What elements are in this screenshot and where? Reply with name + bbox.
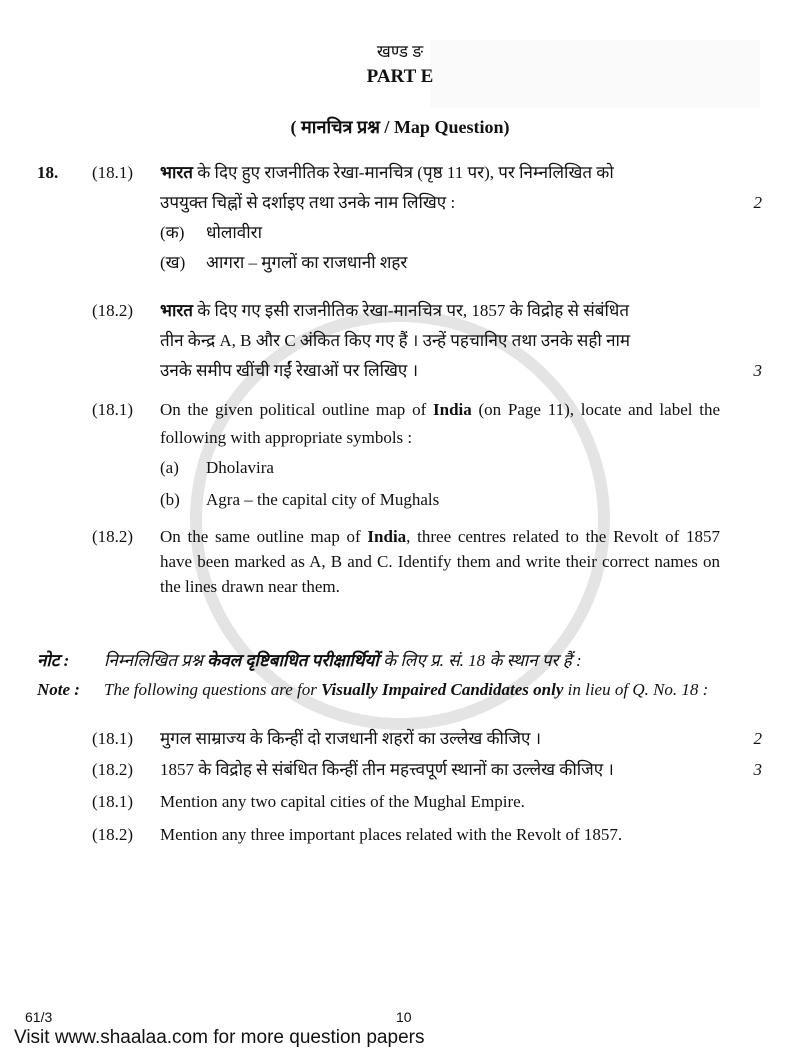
option-row — [0, 218, 800, 248]
page-number: 10 — [396, 1009, 412, 1025]
sub-label: (18.2) — [92, 825, 134, 844]
option-text: आगरा – मुगलों का राजधानी शहर — [206, 253, 408, 272]
question-row — [0, 524, 800, 599]
promo-link[interactable]: Visit www.shaalaa.com for more question papers — [14, 1027, 425, 1048]
question-text: मुगल साम्राज्य के किन्हीं दो राजधानी शहरों का उल्लेख कीजिए । — [160, 729, 542, 748]
text-line: उपयुक्त चिह्नों से दर्शाइए तथा उनके नाम लिखिए : — [160, 193, 456, 212]
question-text: Mention any two capital cities of the Mughal Empire. — [160, 792, 525, 811]
text-line: के दिए हुए राजनीतिक रेखा-मानचित्र (पृष्ठ 11 पर), पर निम्नलिखित को — [193, 163, 614, 182]
vi-question-row — [0, 785, 800, 818]
question-row — [0, 396, 800, 452]
text-line: उनके समीप खींची गईं रेखाओं पर लिखिए । — [160, 361, 419, 380]
question-row — [0, 158, 800, 218]
note-english — [0, 679, 800, 701]
option-text: Dholavira — [206, 458, 274, 477]
question-text: Mention any three important places related with the Revolt of 1857. — [160, 825, 623, 844]
option-text: धोलावीरा — [206, 223, 262, 242]
text-span: (on Page 11), locate and label the following with appropriate symbols : — [160, 400, 720, 447]
vi-question-row — [0, 723, 800, 754]
question-number: 18. — [37, 163, 59, 182]
note-hindi — [0, 649, 800, 673]
text-span: , three centres related to the Revolt of 1857 have been marked as A, B and C. Identify them and write their correct names on the lines drawn near them. — [160, 527, 720, 596]
option-label: (क) — [160, 223, 185, 242]
sub-label: (18.2) — [92, 527, 134, 546]
text-line: तीन केन्द्र A, B और C अंकित किए गए हैं । उन्हें पहचानिए तथा उनके सही नाम — [160, 331, 631, 350]
text-span: The following questions are for — [104, 680, 322, 699]
page-content — [0, 40, 800, 848]
text-span: On the same outline map of — [160, 527, 368, 546]
bold-term: India — [367, 527, 407, 546]
sub-label: (18.2) — [92, 760, 134, 779]
footer — [0, 1008, 800, 1050]
bold-term: भारत — [160, 163, 193, 182]
sub-label: (18.1) — [92, 400, 134, 419]
paper-code: 61/3 — [25, 1009, 53, 1025]
bold-term: Visually Impaired Candidates only — [321, 680, 564, 699]
text-span: in lieu of Q. No. 18 : — [563, 680, 709, 699]
option-label: (a) — [160, 458, 179, 477]
question-text — [160, 158, 720, 218]
sub-label: (18.1) — [92, 729, 134, 748]
note-label-hindi: नोट : — [37, 651, 70, 670]
option-row — [0, 484, 800, 516]
vi-question-row — [0, 822, 800, 848]
vi-question-row — [0, 754, 800, 785]
marks: 2 — [753, 729, 762, 748]
note-text-hindi — [104, 649, 769, 673]
question-row — [0, 296, 800, 386]
bold-term: केवल दृष्टिबाधित परीक्षार्थियों — [207, 651, 379, 670]
question-text — [160, 396, 720, 452]
bold-term: भारत — [160, 301, 193, 320]
footer-meta — [0, 1008, 800, 1026]
sub-label: (18.1) — [92, 792, 134, 811]
section-hindi: खण्ड ङ — [376, 42, 424, 61]
marks: 3 — [753, 760, 762, 779]
note-label-english: Note : — [37, 680, 80, 699]
sub-label: (18.1) — [92, 163, 134, 182]
option-text: Agra – the capital city of Mughals — [206, 490, 440, 509]
text-span: On the given political outline map of — [160, 400, 433, 419]
option-row — [0, 248, 800, 278]
note-text-english — [104, 679, 769, 701]
section-subtitle: ( मानचित्र प्रश्न / Map Question) — [290, 117, 510, 137]
marks: 2 — [753, 193, 762, 212]
marks: 3 — [753, 361, 762, 380]
section-title: PART E — [366, 66, 434, 87]
text-span: के लिए प्र. सं. 18 के स्थान पर हैं : — [378, 651, 582, 670]
text-span: निम्नलिखित प्रश्न — [104, 651, 208, 670]
option-label: (ख) — [160, 253, 186, 272]
bold-term: India — [433, 400, 472, 419]
text-line: के दिए गए इसी राजनीतिक रेखा-मानचित्र पर, 1857 के विद्रोह से संबंधित — [193, 301, 630, 320]
sub-label: (18.2) — [92, 301, 134, 320]
option-label: (b) — [160, 490, 180, 509]
question-text — [160, 524, 720, 599]
question-text: 1857 के विद्रोह से संबंधित किन्हीं तीन महत्त्वपूर्ण स्थानों का उल्लेख कीजिए । — [160, 760, 614, 779]
option-row — [0, 452, 800, 484]
question-text — [160, 296, 720, 386]
